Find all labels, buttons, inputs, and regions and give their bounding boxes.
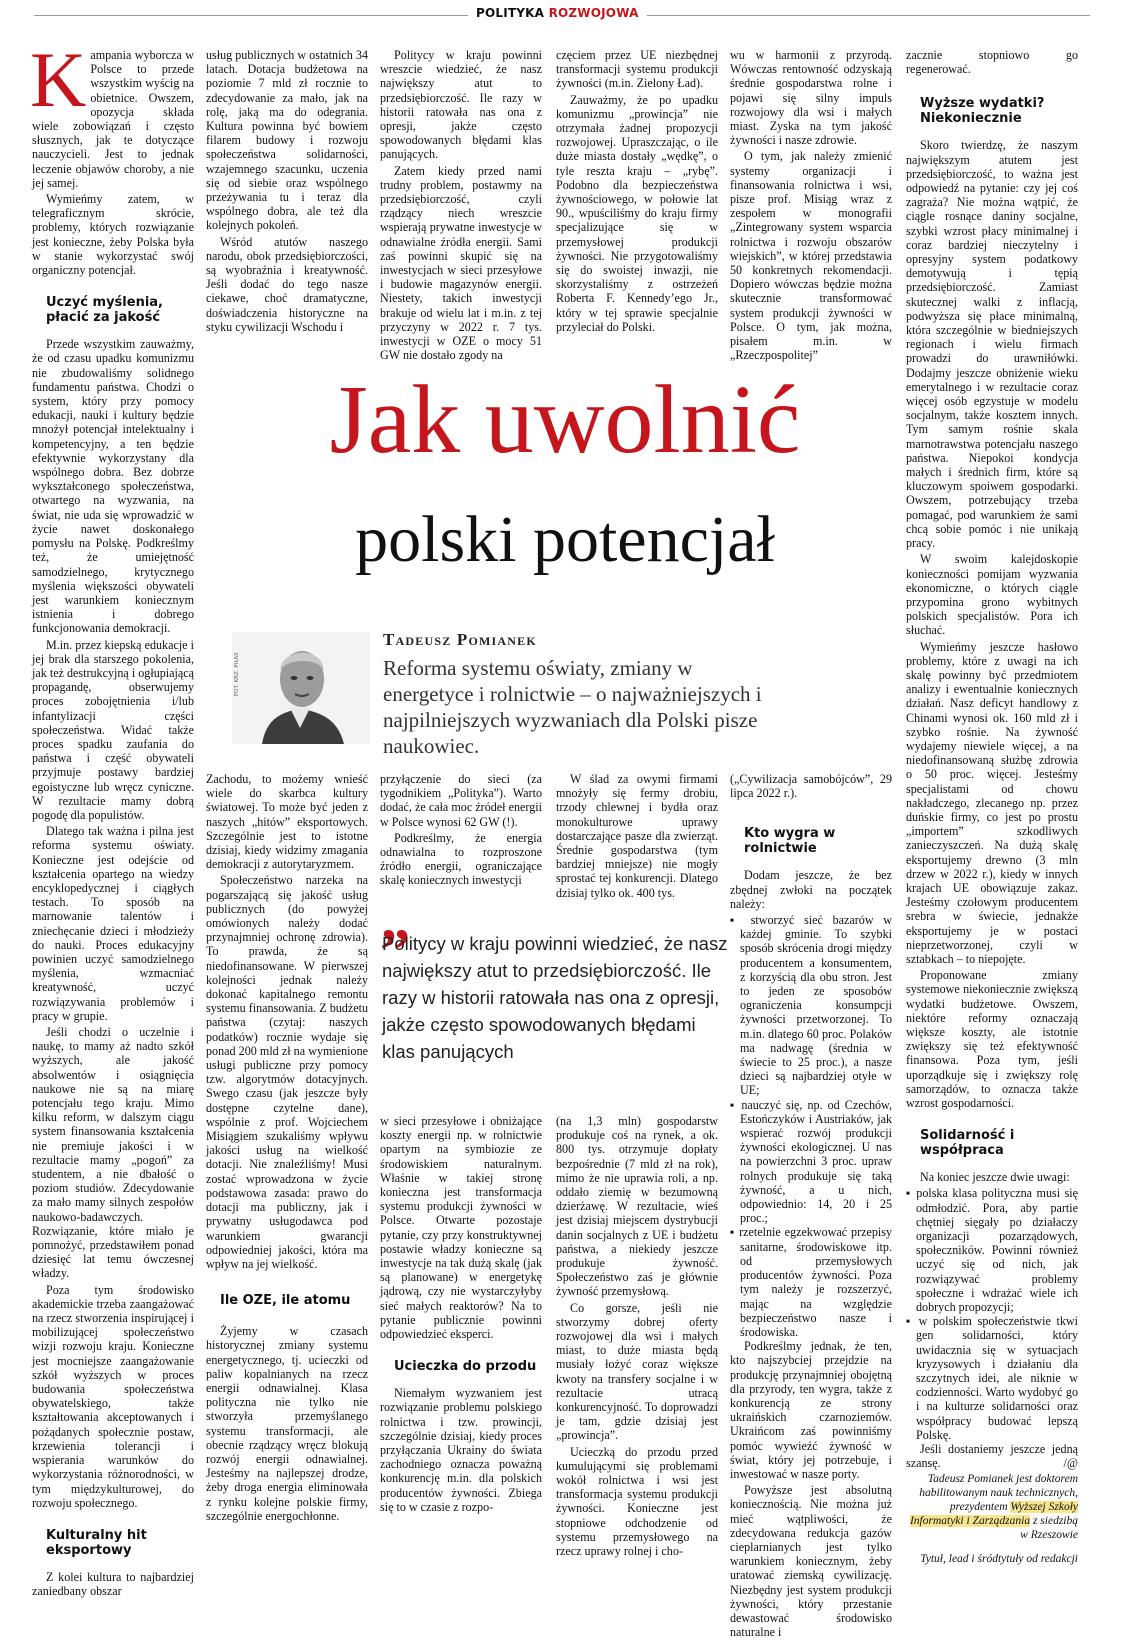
closing-text: Jeśli dostaniemy jeszcze jedną szansę. [906, 1442, 1078, 1471]
paragraph: Poza tym środowisko akademickie trzeba zaangażować na rzecz stworzenia inspirującej i mobilizującej społeczeństwo wizji rozwoju kraju. Konieczne jest mocniejsze zaangażowanie szkół wyższych w proces budowania społeczeństwa obywatelskiego, także kształtowania akceptowanych i pożądanych społecznie postaw, krzewienia tolerancji i wspierania warunków do wykorzystania różnorodności, w tym międzykulturowej, do rozwoju społecznego. [32, 1282, 194, 1510]
paragraph: Zachodu, to możemy wnieść wiele do skarbca kultury światowej. To może być jeden z naszych „hitów” eksportowych. Szczególnie jest to istotne dzisiaj, kiedy widzimy zmagania demokracji z autorytaryzmem. [206, 772, 368, 872]
paragraph: Społeczeństwo narzeka na pogarszającą się jakość usług publicznych (do powyżej omówionych należy dodać przynajmniej ochronę zdrowia). To prawda, że są niedofinansowane. W pierwszej kolejności jednak należy dokonać kapitalnego remontu systemu finansowania. Z budżetu państwa (czytaj: naszych podatków) rocznie wydaje się ponad 200 mld zł na wymienione usługi publiczne przy pomocy tzw. algorytmów dotacyjnych. Swego czasu (jak jeszcze były dostępne czytelne dane), wspólnie z prof. Wojciechem Misiągiem szukaliśmy wpływu jakości usług na wielkość dotacji. Nie znaleźliśmy! Musi zostać wprowadzona w życie podstawowa zasada: prawo do dotacji ma publiczny, jak i prywatny usługodawca pod warunkiem gwarancji odpowiedniej jakości, która ma wpływ na jej wielkość. [206, 873, 368, 1271]
article-column-4-middle [556, 772, 718, 902]
paragraph: (na 1,3 mln) gospodarstw produkuje coś na rynek, a ok. 800 tys. otrzymuje dopłaty bezpośrednie (7 mld zł na rok), mimo że nie uprawia roli, a np. oddało ziemię w bezumowną dzierżawę. W rezultacie, wieś jest dzisiaj miejscem dystrybucji danin socjalnych z UE i budżetu państwa, a niekiedy jeszcze produkuje żywność. Społeczeństwo zaś je głównie żywność przemysłową. [556, 1114, 718, 1299]
bullet-list [730, 913, 892, 1339]
paragraph: O tym, jak należy zmienić systemy organizacji i finansowania rolnictwa i wsi, pisze prof. Misiąg wraz z zespołem w monografii „Zintegrowany system wsparcia rolnictwa i rozwoju obszarów wiejskich”, w której przedstawia 50 konkretnych rekomendacji. Dopiero wówczas będzie można skutecznie transformować system produkcji żywności w Polsce. O tym, jak można, pisałem m.in. w „Rzeczpospolitej” [730, 149, 892, 363]
paragraph: zacznie stopniowo go regenerować. [906, 48, 1078, 77]
paragraph: Wymieńmy zatem, w telegraficznym skrócie, problemy, których rozwiązanie jest konieczne, żeby Polska była w stanie wykorzystać swój organiczny potencjał. [32, 192, 194, 278]
paragraph: Dlatego tak ważna i pilna jest reforma systemu oświaty. Konieczne jest odejście od kształcenia opartego na wiedzy encyklopedycznej i ciągłych testach. To sposób na marnowanie talentów i zniechęcanie dzieci i młodzieży do nauki. Proces edukacyjny powinien uczyć samodzielnego myślenia, wzmacniać kreatywność, uczyć rozwiązywania problemów i pracy w grupie. [32, 824, 194, 1023]
list-item: ▪ nauczyć się, np. od Czechów, Estończyków i Austriaków, jak wspierać rozwój produkcji żywności ekologicznej. U nas na powierzchni 3 proc. upraw rolnych produkuje się taką żywność, a u nich, odpowiednio: 14, 20 i 25 proc.; [730, 1098, 892, 1226]
paragraph: w sieci przesyłowe i obniżające koszty energii np. w rolnictwie opartym na symbiozie ze środowiskiem naturalnym. Właśnie w takiej stronę konieczna jest transformacja systemu produkcji żywności w Polsce. Otwarte pozostaje pytanie, czy przy konstruktywnej postawie władzy konieczne są inwestycje na tak dużą skalę (jak są planowane) w energetykę jądrową, czy nie wystarczyłyby sieć małych reaktorów? Na to pytanie publicznie powinni odpowiedzieć eksperci. [380, 1114, 542, 1342]
paragraph: Zauważmy, że po upadku komunizmu „prowincja” nie otrzymała żadnej propozycji rozwojowej. Upraszczając, o ile duże miasta dostały „wędkę”, o tyle reszta kraju – „rybę”. Podobno dla bezpieczeństwa żywnościowego, w połowie lat 90., wpuściliśmy do kraju firmy specjalizujące się w przemysłowej produkcji żywności. Nie przygotowaliśmy się do swoistej inwazji, nie skorzystaliśmy z ostrzeżeń Roberta F. Kennedy’ego Jr., który w tej sprawie specjalnie przyleciał do Polski. [556, 92, 718, 334]
paragraph: Podkreślmy jednak, że ten, kto najszybciej przejdzie na produkcję przynajmniej obojętną dla przyrody, ten wygra, także z konkurencją ze strony ukraińskich czarnoziemów. Ukraińcom zaś powinniśmy pomóc wywieźć żywność w świat, który jej potrzebuje, i inwestować w nasze porty. [730, 1339, 892, 1481]
paragraph: częciem przez UE niezbędnej transformacji systemu produkcji żywności (m.in. Zielony Ład). [556, 48, 718, 91]
subheading: Wyższe wydatki? Niekoniecznie [920, 96, 1045, 127]
editor-note: Tytuł, lead i śródtytuły od redakcji [920, 1553, 1078, 1566]
list-item: ▪ polska klasa polityczna musi się odmłodzić. Pora, aby partie chętniej sięgały po działaczy organizacji pozarządowych, społeczników. Powinni również uczyć się od nich, jak rozwiązywać problemy społeczne i wdrażać wiele ich dobrych propozycji; [906, 1186, 1078, 1314]
drop-cap: K [30, 36, 87, 123]
section-name: POLITYKA [476, 6, 545, 20]
section-title [468, 6, 647, 20]
paragraph: W swoim kalejdoskopie konieczności pomijam wyzwania ekonomiczne, o których ciągle przypomina grono wybitnych polskich specjalistów. Pora ich słuchać. [906, 552, 1078, 638]
subheading: Solidarność i współpraca [920, 1128, 1015, 1159]
paragraph: Politycy w kraju powinni wreszcie wiedzieć, że nasz największy atut to przedsiębiorczość. Ile razy w historii ratowała nas ona z opresji, jakże często spowodowanych błędami klas panujących. [380, 48, 542, 162]
paragraph: Żyjemy w czasach historycznej zmiany systemu energetycznego, tj. ucieczki od paliw kopalnianych na rzecz energii odnawialnej. Klasa polityczna nie tylko nie stworzyła przemyślanego systemu transformacji, ale obecnie rządzący wręcz blokują rozwój energii odnawialnej. Jesteśmy na najlepszej drodze, żeby droga energia eliminowała z rynku kolejne polskie firmy, szczególnie energochłonne. [206, 1324, 368, 1523]
paragraph: przyłączenie do sieci (za tygodnikiem „Polityka”). Warto dodać, że cała moc źródeł energii w Polsce wynosi 62 GW (!). [380, 772, 542, 829]
author-note-text: Tadeusz Pomianek jest doktorem habilitowanym nauk technicznych, prezydentem [919, 1473, 1078, 1514]
list-item: ▪ rzetelnie egzekwować przepisy sanitarne, środowiskowe itp. od przemysłowych producentów żywności. Poza tym należy je rozszerzyć, mając na względzie bezpieczeństwo nasze i środowiska. [730, 1225, 892, 1339]
paragraph: W ślad za owymi firmami mnożyły się fermy drobiu, trzody chlewnej i bydła oraz monokulturowe uprawy dostarczające pasze dla zwierząt. Średnie gospodarstwa (tym bardziej mniejsze) nie mogły sprostać tej konkurencji. Dlatego dzisiaj tylko ok. 400 tys. [556, 772, 718, 900]
paragraph: Proponowane zmiany systemowe niekoniecznie zwiększą wydatki budżetowe. Owszem, niektóre reformy oznaczają większe koszty, ale istotnie zwiększy się też efektywność finansowa. Poza tym, jeśli uporządkuje się i zwiększy rolę samorządów, to oznacza także wzrost gospodarności. [906, 968, 1078, 1111]
paragraph: Wśród atutów naszego narodu, obok przedsiębiorczości, są wyobraźnia i kreatywność. Jeśli dodać do tego nasze ciekawe, choć dramatyczne, doświadczenia historyczne na styku cywilizacji Wschodu i [206, 234, 368, 334]
paragraph: Na koniec jeszcze dwie uwagi: [920, 1170, 1070, 1185]
author-byline: Tadeusz Pomianek [383, 630, 537, 649]
article-column-5-top [730, 48, 892, 364]
article-lead: Reforma systemu oświaty, zmiany w energetyce i rolnictwie – o najważniejszych i najpilniejszych wyzwaniach dla Polski pisze naukowiec. [383, 656, 762, 758]
headline-subtitle: polski potencjał [355, 503, 775, 576]
pull-quote: Politycy w kraju powinni wiedzieć, że nasz największy atut to przedsiębiorczość. Ile razy w historii ratowała nas ona z opresji, jakże często spowodowanych błędami klas panujących [382, 933, 728, 1062]
bullet-list [906, 1186, 1078, 1442]
author-city: z siedzibą w Rzeszowie [1020, 1515, 1078, 1542]
article-column-3-middle [380, 772, 542, 890]
paragraph: Dodam jeszcze, że bez zbędnej zwłoki na początek należy: [730, 868, 892, 911]
article-column-4-top [556, 48, 718, 336]
paragraph: („Cywilizacja samobójców”, 29 lipca 2022 r.). [730, 772, 892, 801]
article-column-6 [906, 48, 1078, 1566]
article-column-1 [30, 36, 194, 1600]
paragraph: Wymieńmy jeszcze hasłowo problemy, które z uwagi na ich skalę powinny być przedmiotem analizy i ewentualnie koniecznych działań. Nasz deficyt handlowy z Chinami wynosi ok. 160 mld zł i szybko rośnie. Na żywność wydajemy niewiele więcej, a na niedofinansowaną służbę zdrowia o 50 proc. więcej. Jesteśmy specjalistami od chowu nakładczego, zlecanego np. przez duńskie firmy, co jest po prostu „importem” szkodliwych zanieczyszczeń. Na dużą skalę eksportujemy drewno (3 mln drzew w 2022 r.), kiedy w innych krajach UE obowiązuje zakaz. Jesteśmy czołowym producentem srebra w świecie, jednakże eksportujemy je w postaci nieprzetworzonej, czyli w sztabkach – to niepojęte. [906, 639, 1078, 966]
paragraph: Zatem kiedy przed nami trudny problem, postawmy na przedsiębiorczość, czyli rządzący niech wreszcie wspierają prywatne inwestycje w odnawialne źródła energii. Sami zaś powinni skupić się na inwestycjach w sieci przesyłowe i budowie magazynów energii. Niestety, takich inwestycji brakuje od wielu lat i m.in. z tej przyczyny w 2022 r. 7 tys. inwestycji w OZE o mocy 51 GW nie dostało zgody na [380, 163, 542, 363]
article-column-2-bottom [206, 772, 368, 1525]
portrait-image [232, 632, 370, 744]
author-school: Wyższej Szkoły Informatyki i Zarządzania [909, 1501, 1078, 1528]
quote-mark-icon: ” [380, 917, 410, 983]
author-note [906, 1472, 1078, 1542]
paragraph: Niemałym wyzwaniem jest rozwiązanie problemu polskiego rolnictwa i tzw. prowincji, szczególnie dzisiaj, kiedy proces przyłączania Ukrainy do świata zachodniego oznacza poważną konkurencję m.in. dla polskich producentów żywności. Zbiega się to w czasie z rozpo- [380, 1386, 542, 1514]
paragraph: Powyższe jest absolutną koniecznością. Nie można już mieć wątpliwości, że zdecydowana redukcja gazów cieplarnianych jest tylko warunkiem koniecznym, żeby uratować ziemską cywilizację. Niezbędny jest system produkcji żywności, który przestanie dewastować środowisko naturalne i [730, 1483, 892, 1640]
article-column-4-bottom [556, 1114, 718, 1560]
paragraph: Z kolei kultura to najbardziej zaniedbany obszar [32, 1569, 194, 1599]
article-column-2-top [206, 48, 368, 336]
article-column-3-bottom [380, 1114, 542, 1516]
paragraph: ampania wyborcza w Polsce to przede wszystkim wyścig na obietnice. Owszem, opozycja składa wiele zobowiązań i często słusznych, jak te dotyczące nauczycieli. Jest to jednak leczenie objawów choroby, a nie jej samej. [32, 48, 194, 190]
paragraph [906, 1442, 1078, 1470]
paragraph: Skoro twierdzę, że naszym największym atutem jest przedsiębiorczość, to ważna jest odpowiedź na pytanie: czy jej coś zagraża? Nie można wątpić, że ciągle rosnące daniny socjalne, szybki wzrost płacy minimalnej i coraz bardziej nieczytelny i opresyjny system podatkowy demotywują i tępią przedsiębiorczość. Zamiast skutecznej walki z inflacją, podwyższa się płace minimalną, która szczególnie w biedniejszych regionach i wielu firmach prowadzi do urawniłówki. Dodajmy jeszcze obniżenie wieku emerytalnego i w rezultacie coraz więcej osób egzystuje w modelu socjalnym, także kosztem innych. Tym samym rośnie skala marnotrawstwa potencjału naszego państwa. Niepokoi kondycja małych i średnich firm, które są kluczowym spoiwem gospodarki. Owszem, potrzebujący trzeba pomagać, pod warunkiem że sami chcą sobie pomóc i nie unikają pracy. [906, 138, 1078, 551]
author-photo [232, 632, 370, 744]
signature-mark: /@ [1063, 1456, 1078, 1471]
paragraph: M.in. przez kiepską edukacje i jej brak dla starszego pokolenia, jak też destrukcyjną i ogłupiającą propagandę, obserwujemy proces zobojętnienia i/lub infantylizacji części społeczeństwa. Widać także proces spadku zaufania do państwa i część obywateli przyjmuje postawy bardziej egoistyczne lub wręcz cyniczne. W rezultacie mamy dobrą pogodę dla populistów. [32, 637, 194, 822]
paragraph: usług publicznych w ostatnich 34 latach. Dotacja budżetowa na poziomie 7 mld zł rocznie to zdecydowanie za mało, jak na rolę, jaką ma do odegrania. Kultura powinna być bowiem filarem budowy i rozwoju społeczeństwa solidarności, wzajemnego szacunku, uczenia się od siebie oraz wspólnego przeżywania tu i teraz dla wspólnego dobra, ale też dla kolejnych pokoleń. [206, 48, 368, 233]
article-column-5-bottom [730, 772, 892, 1641]
paragraph: Ucieczką do przodu przed kumulującymi się problemami wokół rolnictwa i wsi jest transformacja systemu produkcji żywności. Konieczne jest stopniowe odchodzenie od systemu przemysłowego na rzecz uprawy rolnej i cho- [556, 1444, 718, 1559]
paragraph: wu w harmonii z przyrodą. Wówczas rentowność odzyskają średnie gospodarstwa rolne i pojawi się silny impuls rozwojowy dla wsi i małych miast. Zyska na tym jakość żywności i nasze zdrowie. [730, 48, 892, 148]
photo-credit: FOT. KRZ. PIŁAS [234, 652, 240, 696]
subheading: Kulturalny hit eksportowy [46, 1527, 147, 1558]
headline: Jak uwolnić [329, 366, 801, 474]
paragraph: Jeśli chodzi o uczelnie i naukę, to mamy aż nadto szkół wyższych, ale jakość absolwentów i osiągnięcia naukowe nie są na miarę potencjału tego kraju. Mimo kilku reform, w dalszym ciągu system finansowania kształcenia nie premiuje jakości i w rezultacie mamy „pogoń” za studentem, a nie dbałość o poziom studiów. Zdecydowanie za mało mamy silnych zespołów naukowo-badawczych. Rozwiązanie, które miało je pomnożyć, przedstawiłem ponad dziesięć lat temu ówczesnej władzy. [32, 1025, 194, 1281]
section-name-accent: ROZWOJOWA [548, 6, 639, 20]
paragraph: Podkreślmy, że energia odnawialna to rozproszone źródło energii, ograniczające skalę koniecznych inwestycji [380, 830, 542, 888]
list-item: ▪ w polskim społeczeństwie tkwi gen solidarności, który uwidacznia się w sytuacjach kryzysowych i działaniu dla szczytnych idei, ale niknie w codzienności. Warto wydobyć go i na kulturze solidarności oraz współpracy budować lepszą Polskę. [906, 1314, 1078, 1442]
list-item: ▪ stworzyć sieć bazarów w każdej gminie. To szybki sposób skrócenia drogi między producentem a konsumentem, z korzyścią dla obu stron. Jest to jeden ze sposobów ograniczenia konsumpcji żywności przetworzonej. To m.in. dlatego 60 proc. Polaków ma nadwagę (średnia w świecie to 25 proc.), a nasze dzieci są najbardziej otyłe w UE; [730, 913, 892, 1098]
paragraph: Przede wszystkim zauważmy, że od czasu upadku komunizmu nie zbudowaliśmy solidnego fundamentu państwa. Chodzi o system, który przy pomocy edukacji, nauki i kultury będzie mnożył potencjał intelektualny i kompetencyjny, a ten będzie efektywnie wykorzystany dla wspólnego dobra. Bez dobrze wykształconego społeczeństwa, otwartego na wyzwania, na świat, nie uda się wprowadzić w życie nawet doskonałego pomysłu na Polskę. Podkreślmy też, że umiejętność samodzielnego, krytycznego myślenia większości obywateli jest warunkiem koniecznym istnienia i dobrego funkcjonowania demokracji. [32, 337, 194, 636]
subheading: Ucieczka do przodu [394, 1359, 537, 1375]
subheading: Kto wygra w rolnictwie [744, 826, 836, 857]
subheading: Uczyć myślenia, płacić za jakość [46, 295, 163, 326]
subheading: Ile OZE, ile atomu [220, 1293, 351, 1309]
paragraph: Co gorsze, jeśli nie stworzymy dobrej oferty rozwojowej dla wsi i małych miast, to duże miasta będą musiały łożyć coraz większe kwoty na transfery socjalne i w rezultacie utracą konkurencyjność. To doprowadzi je tam, gdzie dzisiaj jest „prowincja”. [556, 1300, 718, 1443]
article-column-3-top [380, 48, 542, 364]
